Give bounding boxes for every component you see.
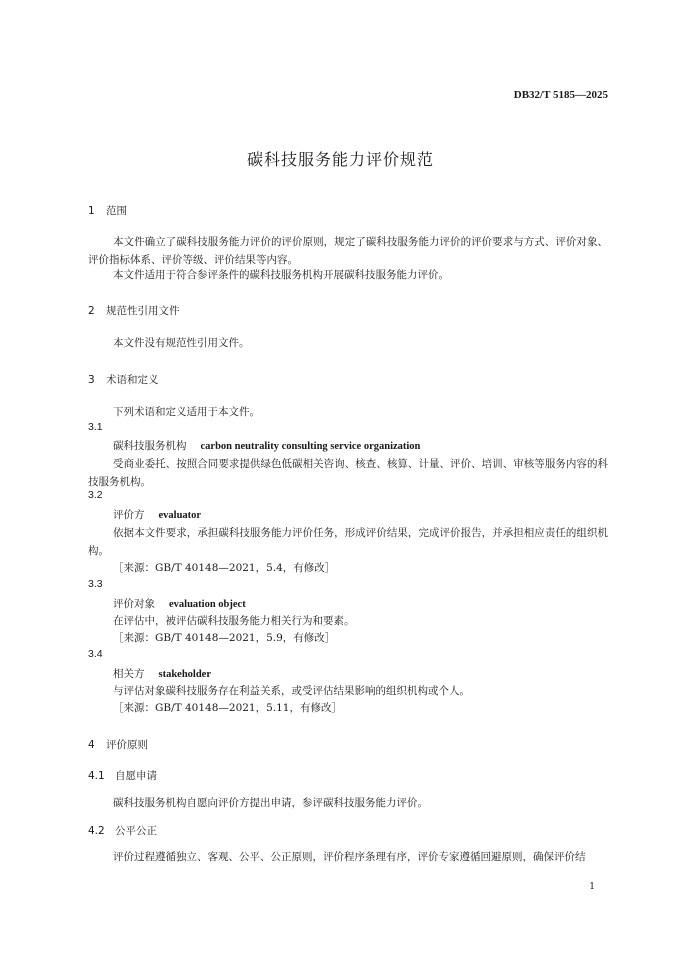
section-number: 3 (88, 374, 95, 386)
term-zh: 碳科技服务机构 (113, 440, 187, 452)
term-3-2-definition: 依据本文件要求，承担碳科技服务能力评价任务，形成评价结果，完成评价报告，并承担相应责任的组织机构。 (88, 527, 608, 557)
subsection-number: 4.2 (88, 825, 105, 837)
term-en: evaluator (158, 510, 202, 521)
term-3-4-number: 3.4 (88, 648, 103, 660)
page-number: 1 (589, 882, 595, 892)
term-en: evaluation object (169, 599, 246, 610)
section-title: 范围 (106, 205, 127, 217)
subsection-4-2-heading (88, 823, 157, 838)
term-3-2-number: 3.2 (88, 489, 103, 501)
section-title: 评价原则 (106, 739, 148, 751)
subsection-4-2-paragraph: 评价过程遵循独立、客观、公平、公正原则，评价程序条理有序，评价专家遵循回避原则，确保评价结 (113, 851, 586, 863)
term-3-2-source: ［来源：GB/T 40148—2021，5.4，有修改］ (113, 562, 336, 574)
subsection-4-1-paragraph: 碳科技服务机构自愿向评价方提出申请，参评碳科技服务能力评价。 (113, 797, 428, 809)
term-3-4-source: ［来源：GB/T 40148—2021，5.11，有修改］ (113, 702, 342, 714)
term-3-4-definition: 与评估对象碳科技服务存在利益关系，或受评估结果影响的组织机构或个人。 (113, 685, 470, 697)
scope-paragraph-2: 本文件适用于符合参评条件的碳科技服务机构开展碳科技服务能力评价。 (113, 269, 449, 281)
document-title: 碳科技服务能力评价规范 (246, 150, 434, 169)
term-3-3-definition: 在评估中，被评估碳科技服务能力相关行为和要素。 (113, 615, 355, 627)
term-3-1 (113, 438, 420, 453)
term-zh: 评价方 (113, 509, 145, 521)
subsection-number: 4.1 (88, 770, 105, 782)
term-3-3-number: 3.3 (88, 578, 103, 590)
document-number: DB32/T 5185—2025 (513, 89, 608, 101)
subsection-title: 公平公正 (115, 825, 157, 837)
subsection-4-1-heading (88, 768, 157, 783)
section-title: 规范性引用文件 (106, 305, 180, 317)
subsection-title: 自愿申请 (115, 770, 157, 782)
section-2-heading (88, 303, 180, 318)
section-4-heading (88, 737, 148, 752)
term-3-2 (113, 507, 201, 522)
section-title: 术语和定义 (106, 374, 159, 386)
section-number: 4 (88, 739, 95, 751)
terms-intro: 下列术语和定义适用于本文件。 (113, 406, 260, 418)
term-3-3-source: ［来源：GB/T 40148—2021，5.9，有修改］ (113, 632, 336, 644)
term-en: carbon neutrality consulting service organization (200, 441, 421, 452)
section-number: 2 (88, 305, 95, 317)
scope-paragraph-1: 本文件确立了碳科技服务能力评价的评价原则，规定了碳科技服务能力评价的评价要求与方式、评价对象、评价指标体系、评价等级、评价结果等内容。 (88, 236, 608, 266)
section-3-heading (88, 372, 159, 387)
term-3-4 (113, 666, 211, 681)
term-zh: 评价对象 (113, 598, 155, 610)
term-3-1-definition: 受商业委托、按照合同要求提供绿色低碳相关咨询、核查、核算、计量、评价、培训、审核等服务内容的科技服务机构。 (88, 458, 608, 488)
normative-references-paragraph: 本文件没有规范性引用文件。 (113, 337, 250, 349)
term-en: stakeholder (158, 669, 211, 680)
term-3-3 (113, 596, 246, 611)
section-number: 1 (88, 205, 95, 217)
section-1-heading (88, 203, 127, 218)
term-3-1-number: 3.1 (88, 421, 103, 433)
term-zh: 相关方 (113, 668, 145, 680)
